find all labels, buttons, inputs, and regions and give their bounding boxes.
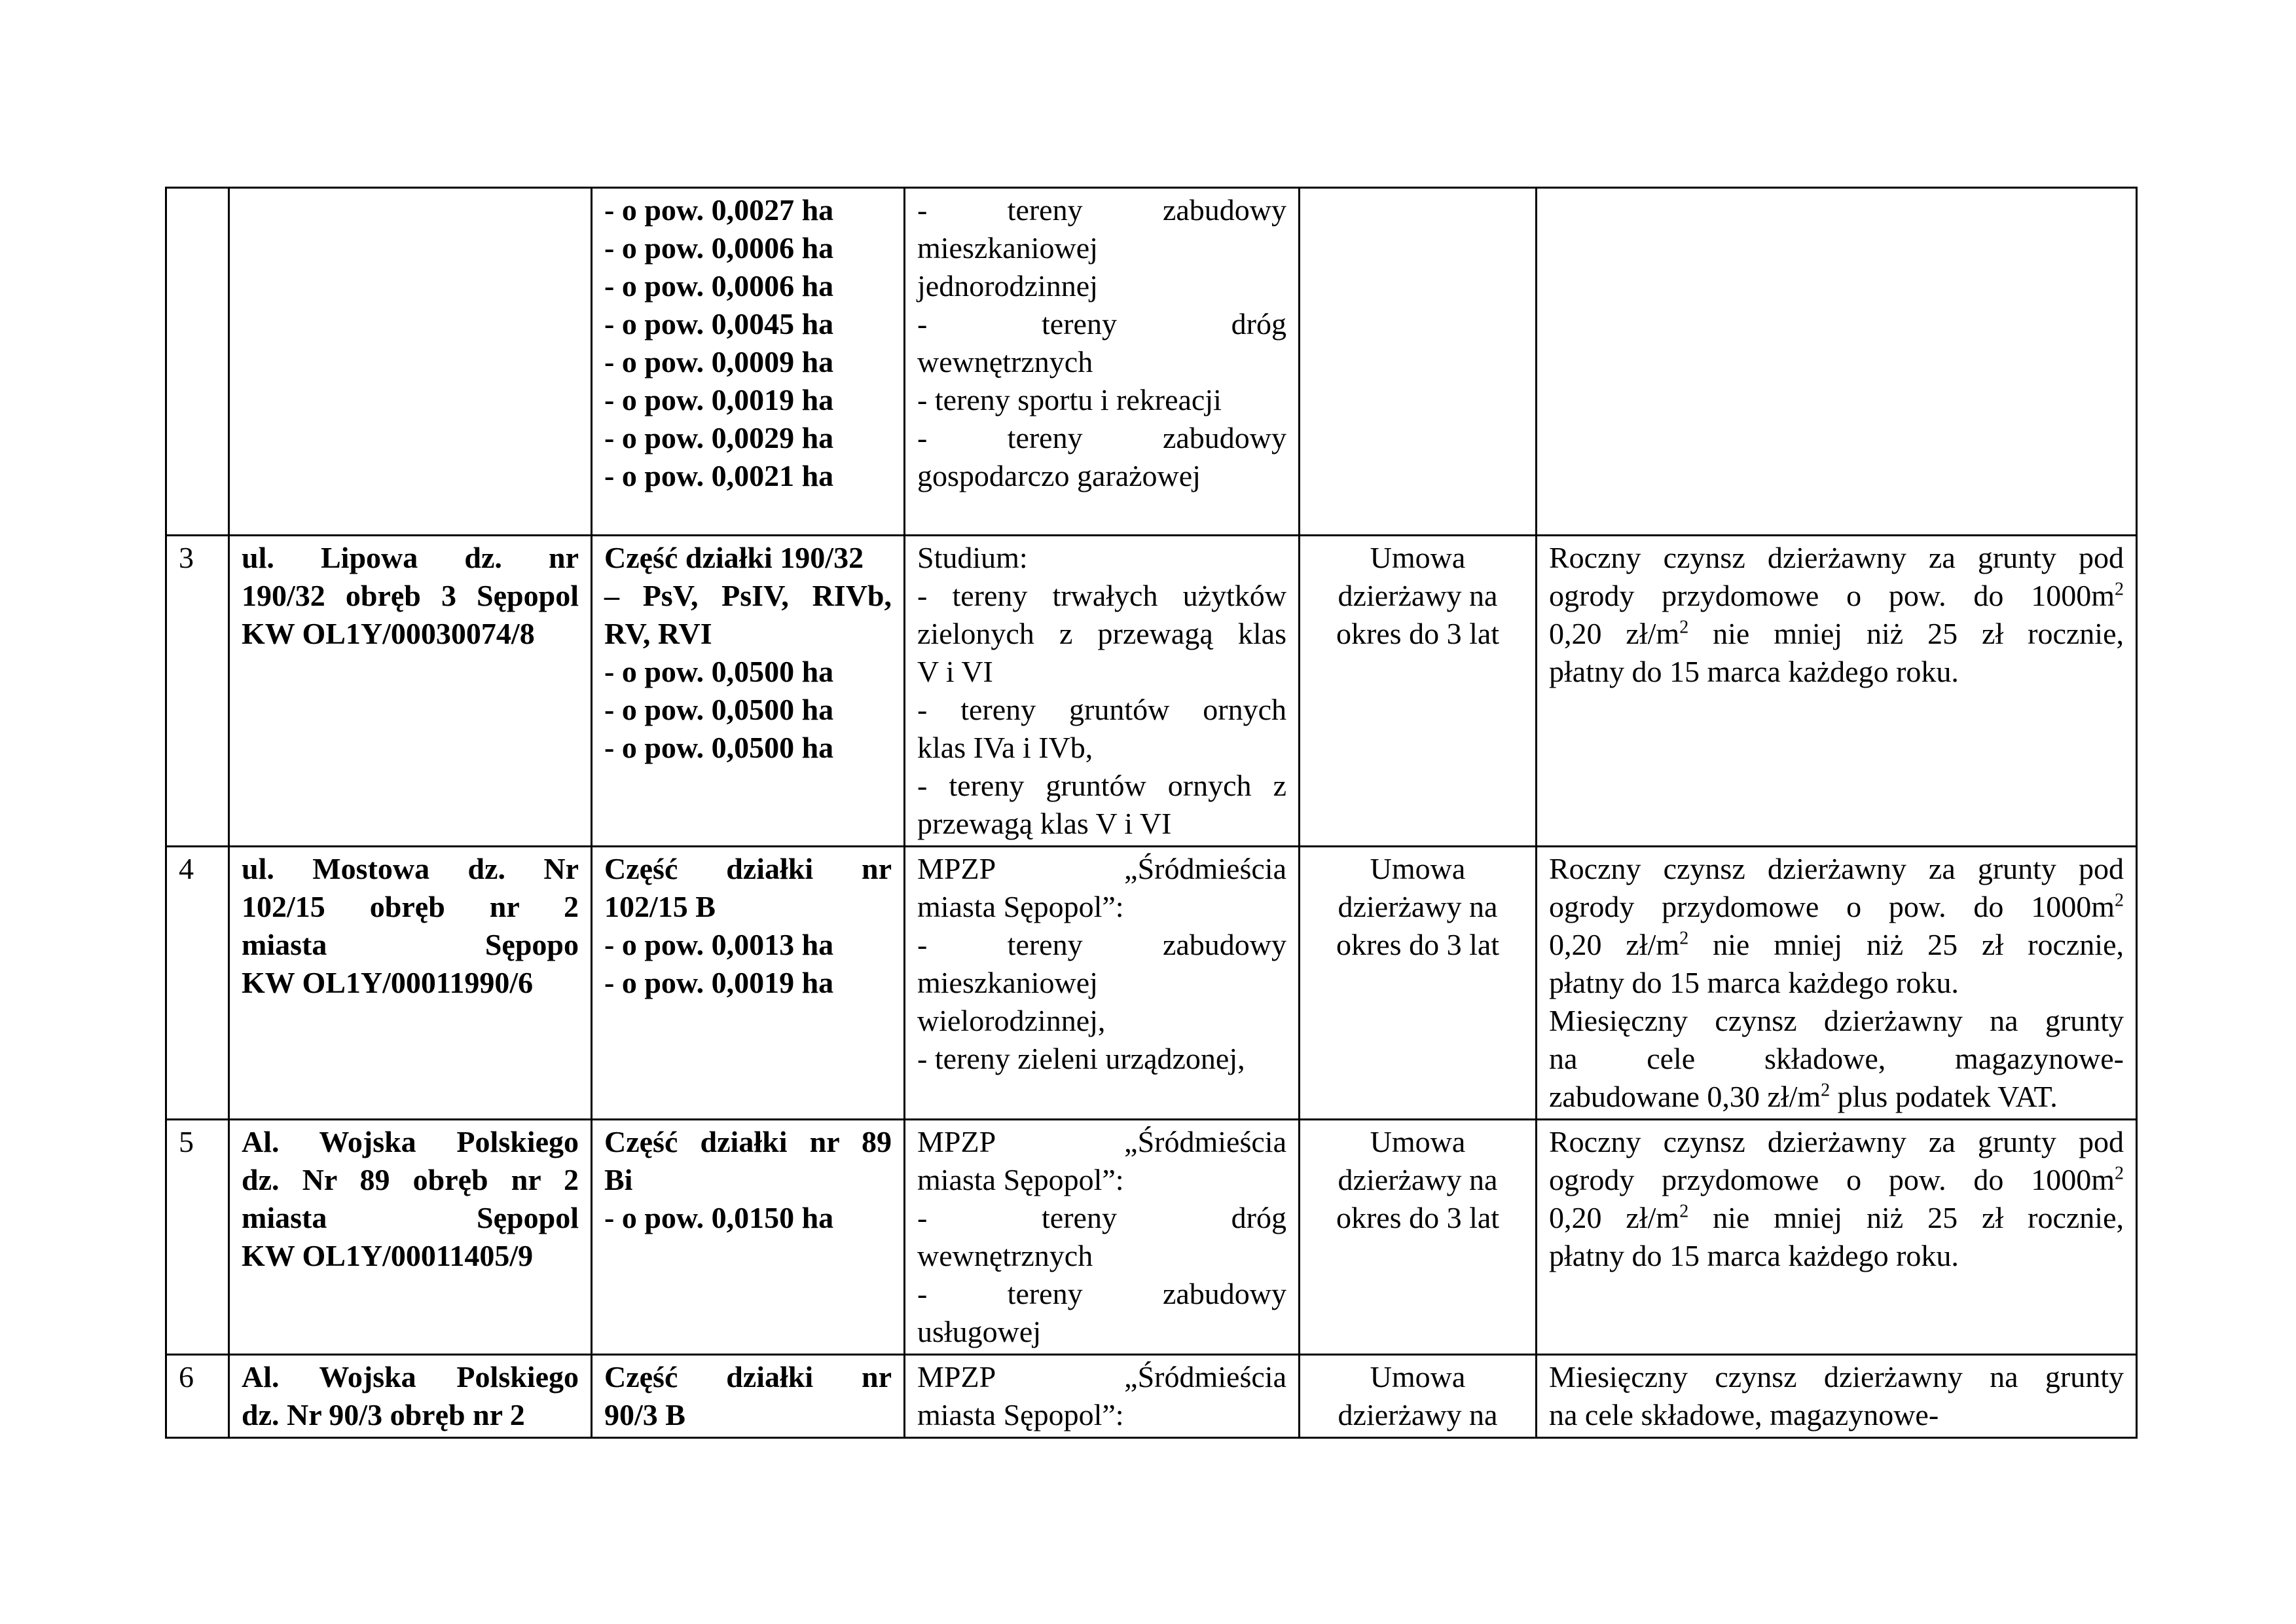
agreement-form-cell bbox=[1300, 1120, 1537, 1355]
cell-line: ogrody przydomowe o pow. do $1000m^2$ bbox=[1549, 890, 2124, 923]
cell-line: Roczny czynsz dzierżawny za grunty pod bbox=[1549, 1125, 2124, 1158]
cell-line: - tereny zabudowy bbox=[917, 1277, 1286, 1310]
agreement-form-cell bbox=[1300, 188, 1537, 536]
cell-line: Bi bbox=[604, 1163, 633, 1196]
table-row bbox=[166, 847, 2137, 1120]
cell-line: 0,20 $zł/m^2$ nie mniej niż 25 zł rocznie, bbox=[1549, 1201, 2124, 1234]
cell-line: przewagą klas V i VI bbox=[917, 807, 1172, 840]
table-row bbox=[166, 188, 2137, 536]
plot-part-cell bbox=[592, 536, 905, 847]
cell-line: KW OL1Y/00011990/6 bbox=[242, 966, 534, 999]
plot-part-cell bbox=[592, 1355, 905, 1438]
cell-line: dzierżawy na bbox=[1338, 1163, 1498, 1196]
cell-line: mieszkaniowej bbox=[917, 231, 1098, 265]
cell-line: na cele składowe, magazynowe- bbox=[1549, 1398, 1939, 1431]
cell-line: - tereny zabudowy bbox=[917, 421, 1286, 454]
cell-line: Roczny czynsz dzierżawny za grunty pod bbox=[1549, 852, 2124, 885]
cell-line: - o pow. 0,0500 ha bbox=[604, 731, 834, 764]
row-number-cell: 4 bbox=[166, 847, 229, 1120]
cell-line: jednorodzinnej bbox=[917, 269, 1098, 303]
cell-line: gospodarczo garażowej bbox=[917, 459, 1201, 492]
cell-line: Część działki 190/32 bbox=[604, 541, 864, 574]
zoning-plan-cell bbox=[905, 1120, 1300, 1355]
rent-terms-cell bbox=[1537, 536, 2137, 847]
row-number-cell bbox=[166, 188, 229, 536]
cell-line: - o pow. 0,0500 ha bbox=[604, 655, 834, 688]
cell-line: płatny do 15 marca każdego roku. bbox=[1549, 655, 1959, 688]
cell-line: - o pow. 0,0019 ha bbox=[604, 383, 834, 416]
cell-line: Umowa bbox=[1370, 1360, 1466, 1393]
cell-line: na cele składowe, magazynowe- bbox=[1549, 1042, 2124, 1075]
cell-line: ogrody przydomowe o pow. do $1000m^2$ bbox=[1549, 579, 2124, 612]
cell-line: - tereny dróg bbox=[917, 307, 1286, 341]
cell-line: - o pow. 0,0013 ha bbox=[604, 928, 834, 961]
cell-line: okres do 3 lat bbox=[1336, 617, 1500, 650]
cell-line: Część działki nr bbox=[604, 1360, 892, 1393]
cell-line: - o pow. 0,0027 ha bbox=[604, 193, 834, 227]
cell-line: - o pow. 0,0500 ha bbox=[604, 693, 834, 726]
cell-line: zielonych z przewagą klas bbox=[917, 617, 1286, 650]
cell-line: - tereny zabudowy bbox=[917, 928, 1286, 961]
cell-line: Część działki nr bbox=[604, 852, 892, 885]
agreement-form-cell bbox=[1300, 847, 1537, 1120]
lease-table bbox=[165, 187, 2138, 1439]
address-cell bbox=[229, 847, 592, 1120]
cell-line: ogrody przydomowe o pow. do $1000m^2$ bbox=[1549, 1163, 2124, 1196]
rent-terms-cell bbox=[1537, 1120, 2137, 1355]
table-row bbox=[166, 1355, 2137, 1438]
cell-line: 0,20 $zł/m^2$ nie mniej niż 25 zł rocznie, bbox=[1549, 928, 2124, 961]
cell-line: KW OL1Y/00011405/9 bbox=[242, 1239, 534, 1272]
cell-line: zabudowane 0,30 $zł/m^2$ plus podatek VAT. bbox=[1549, 1080, 2058, 1113]
address-cell bbox=[229, 188, 592, 536]
cell-line: płatny do 15 marca każdego roku. bbox=[1549, 1239, 1959, 1272]
cell-line: miasta Sępopol”: bbox=[917, 1398, 1124, 1431]
cell-line: okres do 3 lat bbox=[1336, 928, 1500, 961]
cell-line: - o pow. 0,0029 ha bbox=[604, 421, 834, 454]
rent-terms-cell bbox=[1537, 847, 2137, 1120]
cell-line: mieszkaniowej bbox=[917, 966, 1098, 999]
cell-line: okres do 3 lat bbox=[1336, 1201, 1500, 1234]
cell-line: - tereny dróg bbox=[917, 1201, 1286, 1234]
agreement-form-cell bbox=[1300, 1355, 1537, 1438]
agreement-form-cell bbox=[1300, 536, 1537, 847]
lease-table-body bbox=[166, 188, 2137, 1438]
rent-terms-cell bbox=[1537, 1355, 2137, 1438]
zoning-plan-cell bbox=[905, 188, 1300, 536]
cell-line: 0,20 $zł/m^2$ nie mniej niż 25 zł rocznie, bbox=[1549, 617, 2124, 650]
plot-part-cell bbox=[592, 847, 905, 1120]
cell-line: - tereny zieleni urządzonej, bbox=[917, 1042, 1245, 1075]
cell-line: - tereny trwałych użytków bbox=[917, 579, 1286, 612]
plot-part-cell bbox=[592, 188, 905, 536]
cell-line: Al. Wojska Polskiego bbox=[242, 1360, 579, 1393]
cell-line: Umowa bbox=[1370, 541, 1466, 574]
cell-line: 90/3 B bbox=[604, 1398, 685, 1431]
cell-line: - o pow. 0,0019 ha bbox=[604, 966, 834, 999]
cell-line: Część działki nr 89 bbox=[604, 1125, 892, 1158]
zoning-plan-cell bbox=[905, 1355, 1300, 1438]
cell-line: miasta Sępopol”: bbox=[917, 1163, 1124, 1196]
cell-line: dzierżawy na bbox=[1338, 1398, 1498, 1431]
cell-line: dzierżawy na bbox=[1338, 579, 1498, 612]
cell-line: ul. Lipowa dz. nr bbox=[242, 541, 579, 574]
cell-line: - tereny zabudowy bbox=[917, 193, 1286, 227]
row-number-cell: 6 bbox=[166, 1355, 229, 1438]
plot-part-cell bbox=[592, 1120, 905, 1355]
cell-line: Roczny czynsz dzierżawny za grunty pod bbox=[1549, 541, 2124, 574]
cell-line: wewnętrznych bbox=[917, 345, 1093, 378]
cell-line: miasta Sępopo bbox=[242, 928, 579, 961]
cell-line: Miesięczny czynsz dzierżawny na grunty bbox=[1549, 1360, 2124, 1393]
cell-line: wielorodzinnej, bbox=[917, 1004, 1106, 1037]
cell-line: wewnętrznych bbox=[917, 1239, 1093, 1272]
cell-line: V i VI bbox=[917, 655, 993, 688]
cell-line: Miesięczny czynsz dzierżawny na grunty bbox=[1549, 1004, 2124, 1037]
table-row bbox=[166, 1120, 2137, 1355]
cell-line: KW OL1Y/00030074/8 bbox=[242, 617, 535, 650]
zoning-plan-cell bbox=[905, 536, 1300, 847]
cell-line: klas IVa i IVb, bbox=[917, 731, 1093, 764]
cell-line: Al. Wojska Polskiego bbox=[242, 1125, 579, 1158]
cell-line: dz. Nr 89 obręb nr 2 bbox=[242, 1163, 579, 1196]
cell-line: – PsV, PsIV, RIVb, bbox=[604, 579, 892, 612]
cell-line: usługowej bbox=[917, 1315, 1042, 1348]
cell-line: MPZP „Śródmieścia bbox=[917, 852, 1286, 885]
rent-terms-cell bbox=[1537, 188, 2137, 536]
zoning-plan-cell bbox=[905, 847, 1300, 1120]
cell-line: MPZP „Śródmieścia bbox=[917, 1360, 1286, 1393]
cell-line: płatny do 15 marca każdego roku. bbox=[1549, 966, 1959, 999]
cell-line: 190/32 obręb 3 Sępopol bbox=[242, 579, 579, 612]
cell-line: dz. Nr 90/3 obręb nr 2 bbox=[242, 1398, 525, 1431]
cell-line: - tereny gruntów ornych bbox=[917, 693, 1286, 726]
row-number-cell: 3 bbox=[166, 536, 229, 847]
row-number-cell: 5 bbox=[166, 1120, 229, 1355]
cell-line: - o pow. 0,0150 ha bbox=[604, 1201, 834, 1234]
cell-line: - o pow. 0,0045 ha bbox=[604, 307, 834, 341]
cell-line: MPZP „Śródmieścia bbox=[917, 1125, 1286, 1158]
address-cell bbox=[229, 536, 592, 847]
cell-line: Studium: bbox=[917, 541, 1028, 574]
cell-line: - o pow. 0,0009 ha bbox=[604, 345, 834, 378]
cell-line: - tereny gruntów ornych z bbox=[917, 769, 1286, 802]
table-row bbox=[166, 536, 2137, 847]
cell-line: miasta Sępopol”: bbox=[917, 890, 1124, 923]
cell-line: 102/15 obręb nr 2 bbox=[242, 890, 579, 923]
cell-line: 102/15 B bbox=[604, 890, 716, 923]
cell-line: dzierżawy na bbox=[1338, 890, 1498, 923]
address-cell bbox=[229, 1355, 592, 1438]
cell-line: - o pow. 0,0021 ha bbox=[604, 459, 834, 492]
cell-line: Umowa bbox=[1370, 852, 1466, 885]
cell-line: ul. Mostowa dz. Nr bbox=[242, 852, 579, 885]
cell-line: - o pow. 0,0006 ha bbox=[604, 231, 834, 265]
address-cell bbox=[229, 1120, 592, 1355]
cell-line: miasta Sępopol bbox=[242, 1201, 579, 1234]
cell-line: Umowa bbox=[1370, 1125, 1466, 1158]
cell-line: - o pow. 0,0006 ha bbox=[604, 269, 834, 303]
cell-line: RV, RVI bbox=[604, 617, 712, 650]
cell-line: - tereny sportu i rekreacji bbox=[917, 383, 1222, 416]
